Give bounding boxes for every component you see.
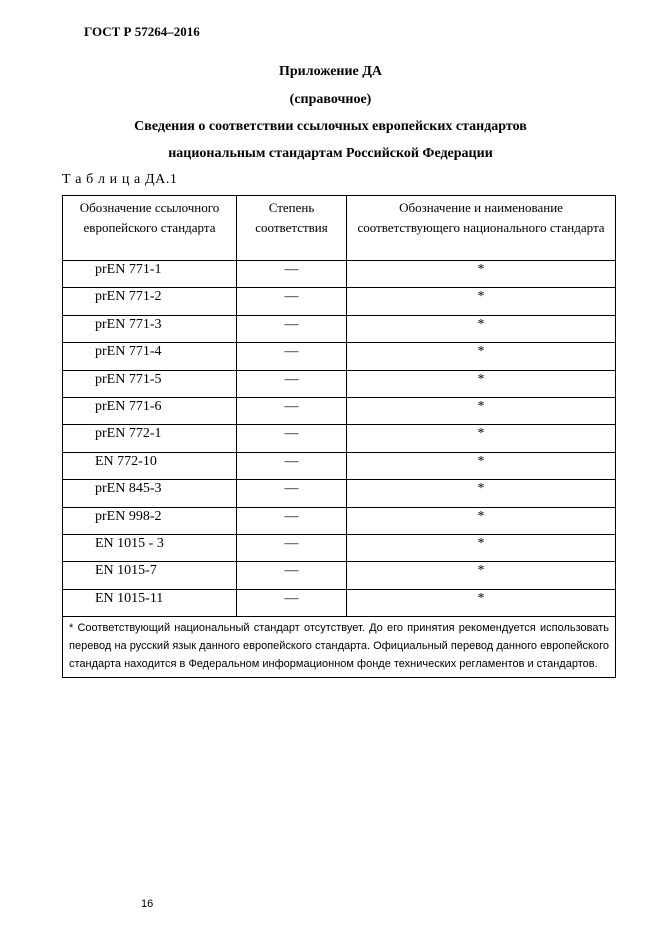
degree-cell: —: [237, 315, 347, 342]
page-number: 16: [141, 898, 154, 910]
table-row: [63, 534, 616, 561]
table-header-row: [63, 196, 616, 261]
reference-cell: prEN 998-2: [63, 507, 237, 534]
table-caption: Т а б л и ц а ДА.1: [62, 172, 178, 187]
degree-cell: —: [237, 261, 347, 288]
national-standard-cell: *: [347, 261, 616, 288]
column-header-reference: Обозначение ссылочного европейского стандарта: [63, 196, 237, 261]
degree-cell: —: [237, 534, 347, 561]
national-standard-cell: *: [347, 397, 616, 424]
degree-cell: —: [237, 480, 347, 507]
degree-cell: —: [237, 370, 347, 397]
reference-cell: prEN 771-3: [63, 315, 237, 342]
appendix-title: Приложение ДА: [278, 64, 383, 79]
reference-cell: prEN 771-2: [63, 288, 237, 315]
reference-cell: prEN 771-4: [63, 343, 237, 370]
table-row: [63, 562, 616, 589]
national-standard-cell: *: [347, 315, 616, 342]
reference-cell: EN 1015-7: [63, 562, 237, 589]
national-standard-cell: *: [347, 425, 616, 452]
table-row: [63, 261, 616, 288]
reference-cell: prEN 772-1: [63, 425, 237, 452]
table-row: [63, 589, 616, 616]
reference-cell: prEN 771-1: [63, 261, 237, 288]
reference-cell: prEN 771-5: [63, 370, 237, 397]
degree-cell: —: [237, 507, 347, 534]
table-row: [63, 397, 616, 424]
appendix-subtitle: (справочное): [289, 92, 372, 107]
table-row: [63, 343, 616, 370]
column-header-degree: Степень соответствия: [237, 196, 347, 261]
table-row: [63, 370, 616, 397]
national-standard-cell: *: [347, 534, 616, 561]
national-standard-cell: *: [347, 452, 616, 479]
table-row: [63, 480, 616, 507]
appendix-heading-line1: Сведения о соответствии ссылочных европейских стандартов: [134, 119, 527, 134]
national-standard-cell: *: [347, 343, 616, 370]
reference-cell: prEN 771-6: [63, 397, 237, 424]
table-footnote: * Соответствующий национальный стандарт отсутствует. До его принятия рекомендуется использовать перевод на русский язык данного европейского стандарта. Официальный перевод данного европейского стандарта находится в Федеральном информационном фонде технических регламентов и стандартов.: [63, 617, 616, 678]
degree-cell: —: [237, 452, 347, 479]
footnote-row: [63, 617, 616, 678]
reference-cell: EN 772-10: [63, 452, 237, 479]
column-header-national: Обозначение и наименование соответствующего национального стандарта: [347, 196, 616, 261]
national-standard-cell: *: [347, 589, 616, 616]
national-standard-cell: *: [347, 288, 616, 315]
national-standard-cell: *: [347, 480, 616, 507]
correspondence-table: [62, 195, 616, 678]
table-row: [63, 425, 616, 452]
degree-cell: —: [237, 562, 347, 589]
reference-cell: prEN 845-3: [63, 480, 237, 507]
national-standard-cell: *: [347, 562, 616, 589]
reference-cell: EN 1015 - 3: [63, 534, 237, 561]
table-row: [63, 315, 616, 342]
degree-cell: —: [237, 425, 347, 452]
degree-cell: —: [237, 343, 347, 370]
table-row: [63, 288, 616, 315]
reference-cell: EN 1015-11: [63, 589, 237, 616]
national-standard-cell: *: [347, 507, 616, 534]
degree-cell: —: [237, 397, 347, 424]
degree-cell: —: [237, 288, 347, 315]
table-row: [63, 507, 616, 534]
national-standard-cell: *: [347, 370, 616, 397]
appendix-heading-line2: национальным стандартам Российской Федерации: [168, 146, 493, 161]
degree-cell: —: [237, 589, 347, 616]
document-code: ГОСТ Р 57264–2016: [84, 24, 200, 39]
table-row: [63, 452, 616, 479]
